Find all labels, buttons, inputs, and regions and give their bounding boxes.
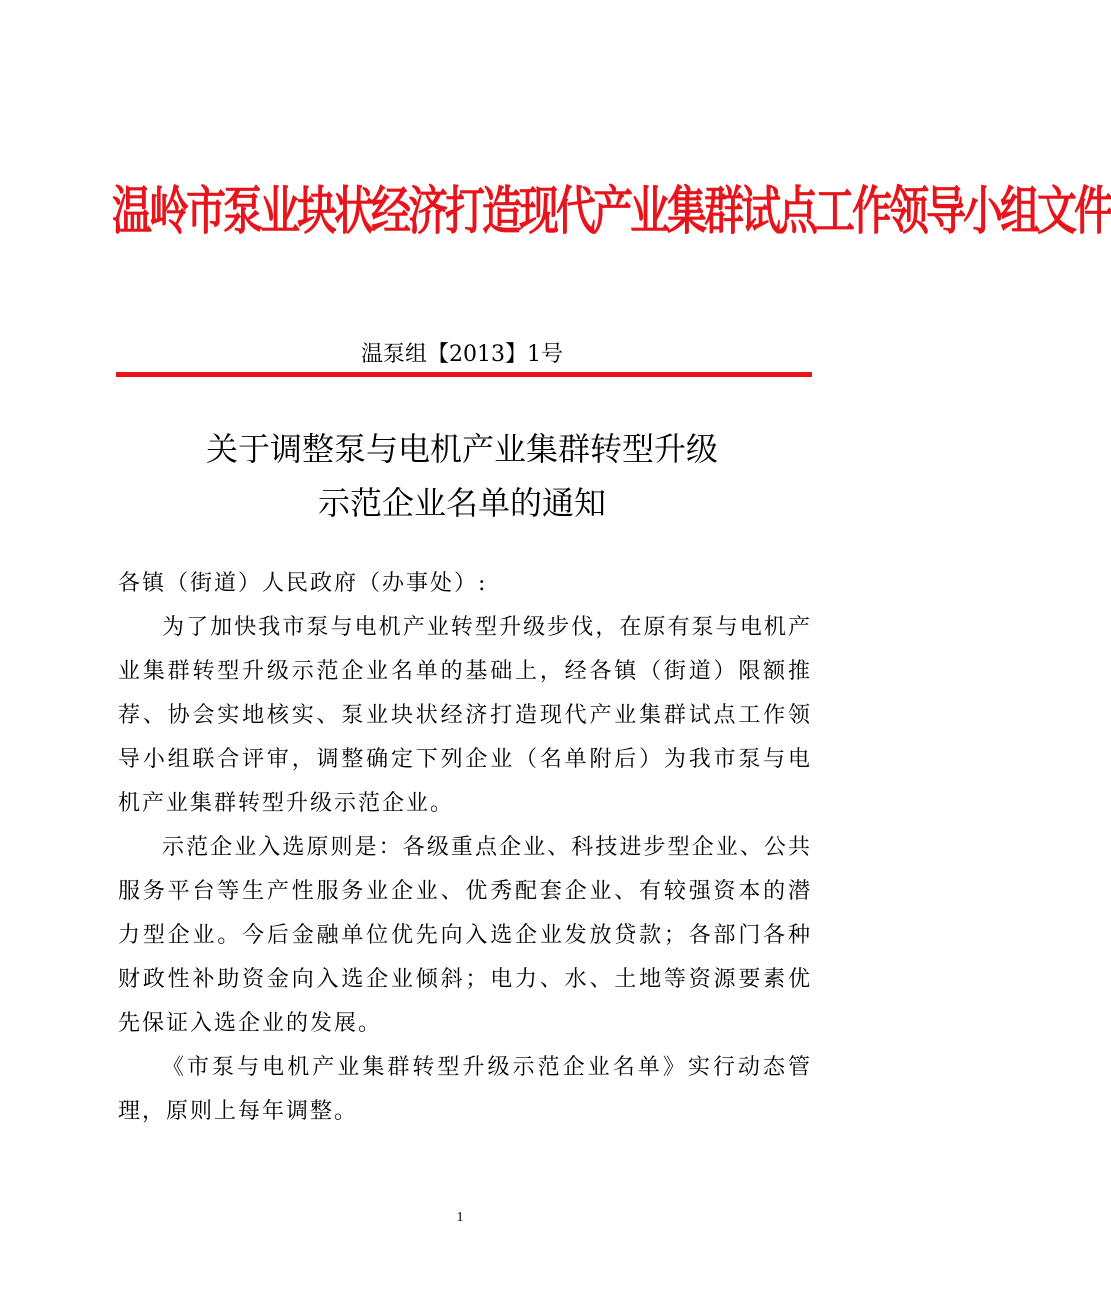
document-title [112,422,812,530]
title-line-2: 示范企业名单的通知 [317,484,606,522]
body-paragraph-1: 为了加快我市泵与电机产业转型升级步伐，在原有泵与电机产业集群转型升级示范企业名单的基础上，经各镇（街道）限额推荐、协会实地核实、泵业块状经济打造现代产业集群试点工作领导小组联合评审，调整确定下列企业（名单附后）为我市泵与电机产业集群转型升级示范企业。 [118,615,812,816]
title-line-1: 关于调整泵与电机产业集群转型升级 [205,430,718,468]
page-number: 1 [456,1210,464,1225]
body-paragraph-3: 《市泵与电机产业集群转型升级示范企业名单》实行动态管理，原则上每年调整。 [118,1055,812,1124]
issuer-header: 温岭市泵业块状经济打造现代产业集群试点工作领导小组文件 [112,182,1111,242]
document-number: 温泵组【2013】1号 [361,342,563,367]
red-divider-line [116,372,812,377]
document-body [118,562,812,1134]
salutation: 各镇（街道）人民政府（办事处）: [118,571,488,596]
body-paragraph-2: 示范企业入选原则是：各级重点企业、科技进步型企业、公共服务平台等生产性服务业企业、优秀配套企业、有较强资本的潜力型企业。今后金融单位优先向入选企业发放贷款；各部门各种财政性补助资金向入选企业倾斜；电力、水、土地等资源要素优先保证入选企业的发展。 [118,835,812,1036]
